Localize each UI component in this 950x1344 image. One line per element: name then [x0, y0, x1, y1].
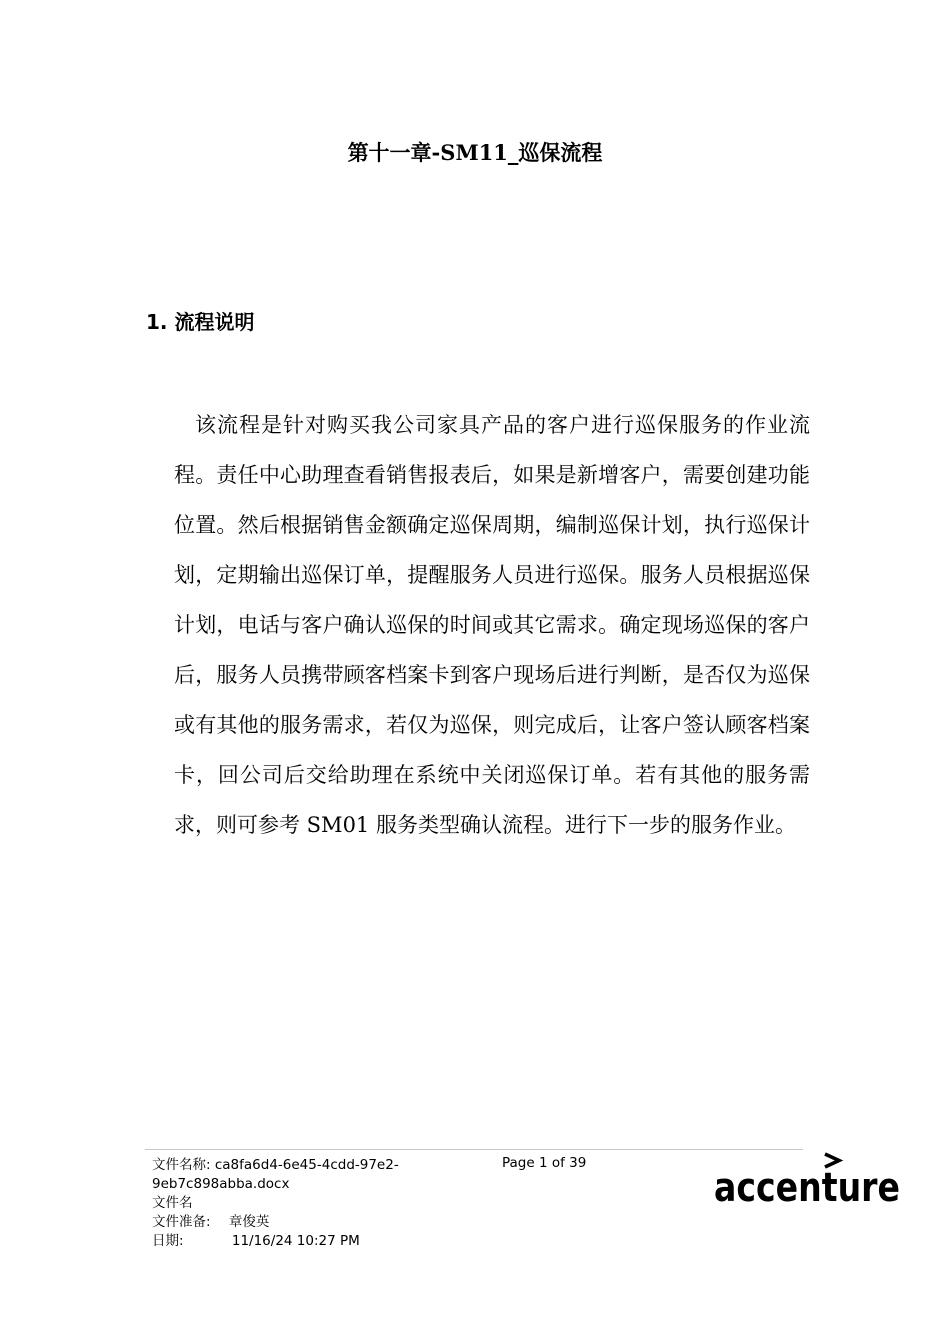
section-heading: 1. 流程说明	[146, 310, 255, 334]
logo-wordmark: accenture	[714, 1165, 900, 1211]
file-name-label: 文件名称:	[152, 1157, 211, 1173]
footer-date-row	[152, 1232, 422, 1251]
prepared-value: 章俊英	[228, 1214, 270, 1230]
chapter-title: 第十一章-SM11_巡保流程	[347, 140, 603, 165]
footer-meta	[152, 1156, 422, 1251]
date-value: 11/16/24 10:27 PM	[231, 1233, 360, 1249]
accenture-logo	[712, 1148, 904, 1212]
body-paragraph: 该流程是针对购买我公司家具产品的客户进行巡保服务的作业流程。责任中心助理查看销售报表后，如果是新增客户，需要创建功能位置。然后根据销售金额确定巡保周期，编制巡保计划，执行巡保计划，定期输出巡保订单，提醒服务人员进行巡保。服务人员根据巡保计划，电话与客户确认巡保的时间或其它需求。确定现场巡保的客户后，服务人员携带顾客档案卡到客户现场后进行判断，是否仅为巡保或有其他的服务需求，若仅为巡保，则完成后，让客户签认顾客档案卡，回公司后交给助理在系统中关闭巡保订单。若有其他的服务需求，则可参考 SM01 服务类型确认流程。进行下一步的服务作业。	[174, 413, 810, 837]
file-name-value: ca8fa6d4-6e45-4cdd-97e2-9eb7c898abba.docx	[152, 1157, 399, 1192]
date-label: 日期:	[152, 1233, 184, 1249]
footer-file-name-row	[152, 1156, 422, 1194]
prepared-label: 文件准备:	[152, 1214, 211, 1230]
footer-divider	[145, 1149, 803, 1150]
footer-prepared-row	[152, 1213, 422, 1232]
file-name-extra: 文件名	[152, 1195, 193, 1211]
page-number: Page 1 of 39	[502, 1155, 587, 1171]
